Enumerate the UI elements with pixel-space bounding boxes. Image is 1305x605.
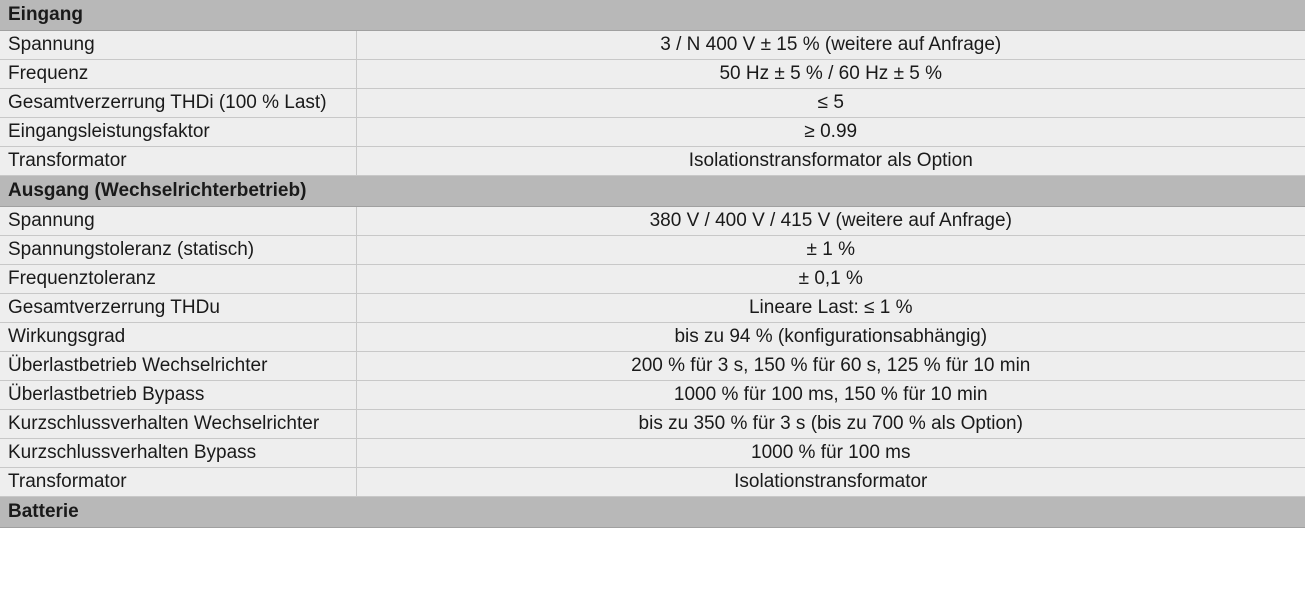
section-title: Batterie [0, 497, 1305, 528]
row-label: Gesamtverzerrung THDi (100 % Last) [0, 89, 356, 118]
table-row [0, 323, 1305, 352]
section-title: Eingang [0, 0, 1305, 31]
row-value: Lineare Last: ≤ 1 % [356, 294, 1305, 323]
row-value: ± 0,1 % [356, 265, 1305, 294]
row-value: Isolationstransformator [356, 468, 1305, 497]
section-header-ausgang [0, 176, 1305, 207]
row-label: Frequenztoleranz [0, 265, 356, 294]
table-row [0, 207, 1305, 236]
table-row [0, 410, 1305, 439]
row-label: Überlastbetrieb Bypass [0, 381, 356, 410]
row-value: 1000 % für 100 ms [356, 439, 1305, 468]
row-label: Frequenz [0, 60, 356, 89]
row-label: Eingangsleistungsfaktor [0, 118, 356, 147]
row-label: Spannung [0, 31, 356, 60]
row-value: ≥ 0.99 [356, 118, 1305, 147]
row-label: Spannung [0, 207, 356, 236]
table-row [0, 118, 1305, 147]
table-row [0, 294, 1305, 323]
table-row [0, 352, 1305, 381]
row-label: Wirkungsgrad [0, 323, 356, 352]
row-label: Kurzschlussverhalten Wechselrichter [0, 410, 356, 439]
row-label: Spannungstoleranz (statisch) [0, 236, 356, 265]
section-title: Ausgang (Wechselrichterbetrieb) [0, 176, 1305, 207]
table-row [0, 31, 1305, 60]
row-label: Überlastbetrieb Wechselrichter [0, 352, 356, 381]
row-value: 200 % für 3 s, 150 % für 60 s, 125 % für 10 min [356, 352, 1305, 381]
table-row [0, 265, 1305, 294]
row-label: Transformator [0, 468, 356, 497]
section-header-batterie [0, 497, 1305, 528]
table-row [0, 381, 1305, 410]
table-row [0, 468, 1305, 497]
section-header-eingang [0, 0, 1305, 31]
row-value: ± 1 % [356, 236, 1305, 265]
row-value: ≤ 5 [356, 89, 1305, 118]
table-row [0, 89, 1305, 118]
table-row [0, 147, 1305, 176]
row-label: Gesamtverzerrung THDu [0, 294, 356, 323]
row-label: Transformator [0, 147, 356, 176]
table-row [0, 439, 1305, 468]
table-row [0, 236, 1305, 265]
row-value: 50 Hz ± 5 % / 60 Hz ± 5 % [356, 60, 1305, 89]
row-value: bis zu 350 % für 3 s (bis zu 700 % als Option) [356, 410, 1305, 439]
row-value: Isolationstransformator als Option [356, 147, 1305, 176]
row-value: 3 / N 400 V ± 15 % (weitere auf Anfrage) [356, 31, 1305, 60]
row-value: 380 V / 400 V / 415 V (weitere auf Anfrage) [356, 207, 1305, 236]
row-value: 1000 % für 100 ms, 150 % für 10 min [356, 381, 1305, 410]
row-value: bis zu 94 % (konfigurationsabhängig) [356, 323, 1305, 352]
table-row [0, 60, 1305, 89]
row-label: Kurzschlussverhalten Bypass [0, 439, 356, 468]
